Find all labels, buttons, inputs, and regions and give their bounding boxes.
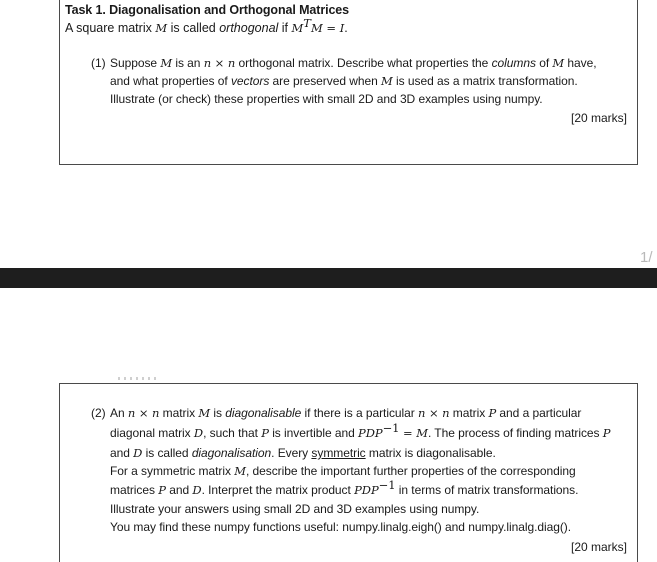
question-2-line-1: An n × n matrix M is diagonalisable if there is a particular n × n matrix P and a particular	[110, 406, 582, 420]
page-number: 1/	[640, 249, 653, 266]
task-title: Task 1. Diagonalisation and Orthogonal Matrices	[65, 3, 350, 17]
question-1-line-2: and what properties of vectors are preserved when M is used as a matrix transformation.	[110, 74, 578, 88]
question-1-line-3: Illustrate (or check) these properties with small 2D and 3D examples using numpy.	[110, 92, 543, 106]
question-2-line-3: and D is called diagonalisation. Every symmetric matrix is diagonalisable.	[110, 446, 496, 460]
question-1-number: (1)	[91, 56, 106, 70]
question-1-line-1: Suppose M is an n × n orthogonal matrix. Describe what properties the columns of M have,	[110, 56, 597, 70]
question-2-line-6: Illustrate your answers using small 2D and 3D examples using numpy.	[110, 502, 480, 516]
question-2-line-5: matrices P and D. Interpret the matrix product $PDP^{-1}$ in terms of matrix transformations.	[110, 478, 579, 497]
task-definition: A square matrix M is called orthogonal if $M^TM = I$.	[65, 16, 348, 35]
question-2-line-2: diagonal matrix D, such that P is invertible and $PDP^{-1} = M$. The process of finding matrices P	[110, 421, 611, 440]
question-2-line-7: You may find these numpy functions useful: numpy.linalg.eigh() and numpy.linalg.diag().	[110, 520, 572, 534]
question-1-marks: [20 marks]	[571, 111, 628, 125]
faint-marks	[118, 377, 158, 380]
question-2-marks: [20 marks]	[571, 540, 628, 554]
question-2-number: (2)	[91, 406, 106, 420]
question-2-line-4: For a symmetric matrix M, describe the important further properties of the corresponding	[110, 464, 576, 478]
page-divider	[0, 268, 657, 288]
